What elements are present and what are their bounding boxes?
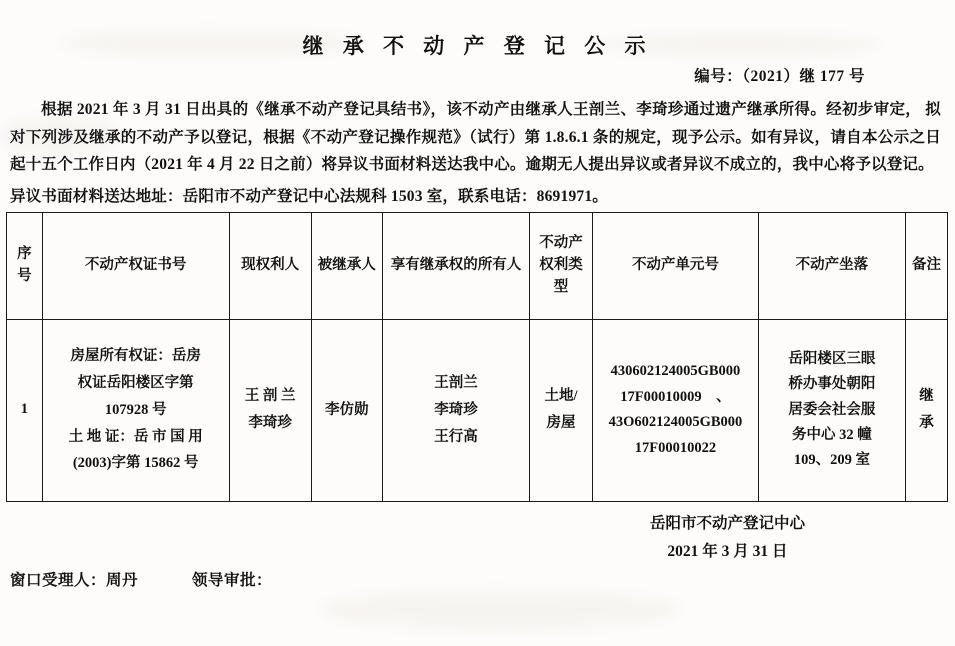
- cell-seq: 1: [7, 319, 43, 501]
- approval-row: [10, 568, 272, 590]
- cell-location: 岳阳楼区三眼 桥办事处朝阳 居委会社会服 务中心 32 幢 109、209 室: [758, 319, 905, 501]
- header-unit-no: 不动产单元号: [592, 212, 758, 319]
- page-title: 继 承 不 动 产 登 记 公 示: [302, 34, 653, 58]
- header-heirs: 享有继承权的所有人: [382, 212, 529, 319]
- leader-approval-label: 领导审批：: [192, 571, 273, 589]
- header-right-type: 不动产权利类型: [529, 212, 592, 319]
- document-page: [0, 30, 955, 646]
- notice-body: [0, 96, 955, 179]
- header-current-owner: 现权利人: [229, 212, 311, 319]
- notice-paragraph: 根据 2021 年 3 月 31 日出具的《继承不动产登记具结书》，该不动产由继承人王剖兰、李琦珍通过遗产继承所得。经初步审定， 拟对下列涉及继承的不动产予以登记，根据《不动产登记操作规范》（试行）第 1.8.6.1 条的规定，现予公示。如有异议，请自本公示之日起十五个工作日内（2021 年 4 月 22 日之前）将异议书面材料送达我中心。逾期无人提出异议或者异议不成立的，我中心将予以登记。: [10, 101, 941, 174]
- cell-heirs: 王剖兰 李琦珍 王行高: [382, 319, 529, 501]
- window-clerk-value: 周丹: [106, 571, 139, 589]
- issuer-block: [650, 510, 805, 567]
- cell-decedent: 李仿勋: [311, 319, 382, 501]
- cell-cert-no: 房屋所有权证：岳房 权证岳阳楼区字第 107928 号 土 地 证：岳 市 国 用 (2003)字第 15862 号: [42, 319, 229, 501]
- cell-unit-no: 430602124005GB000 17F00010009 、 43O602124005GB000 17F00010022: [592, 319, 758, 501]
- delivery-address-line: 异议书面材料送达地址：岳阳市不动产登记中心法规科 1503 室，联系电话：8691971。: [10, 187, 609, 205]
- cell-right-type: 土地/ 房屋: [529, 319, 592, 501]
- header-location: 不动产坐落: [758, 212, 905, 319]
- header-cert-no: 不动产权证书号: [42, 212, 229, 319]
- header-seq: 序号: [7, 212, 43, 319]
- header-decedent: 被继承人: [311, 212, 382, 319]
- table-header-row: [7, 212, 948, 319]
- issuer-name: 岳阳市不动产登记中心: [649, 514, 805, 532]
- document-number: 编号：（2021）继 177 号: [694, 68, 865, 85]
- inheritance-table: [6, 212, 948, 502]
- document-footer: [0, 508, 955, 596]
- window-clerk-label: 窗口受理人：: [10, 571, 107, 589]
- table-row: [7, 319, 948, 501]
- header-note: 备注: [905, 212, 947, 319]
- cell-current-owner: 王 剖 兰 李琦珍: [229, 319, 311, 501]
- issue-date: 2021 年 3 月 31 日: [667, 543, 788, 561]
- cell-note: 继 承: [905, 319, 947, 501]
